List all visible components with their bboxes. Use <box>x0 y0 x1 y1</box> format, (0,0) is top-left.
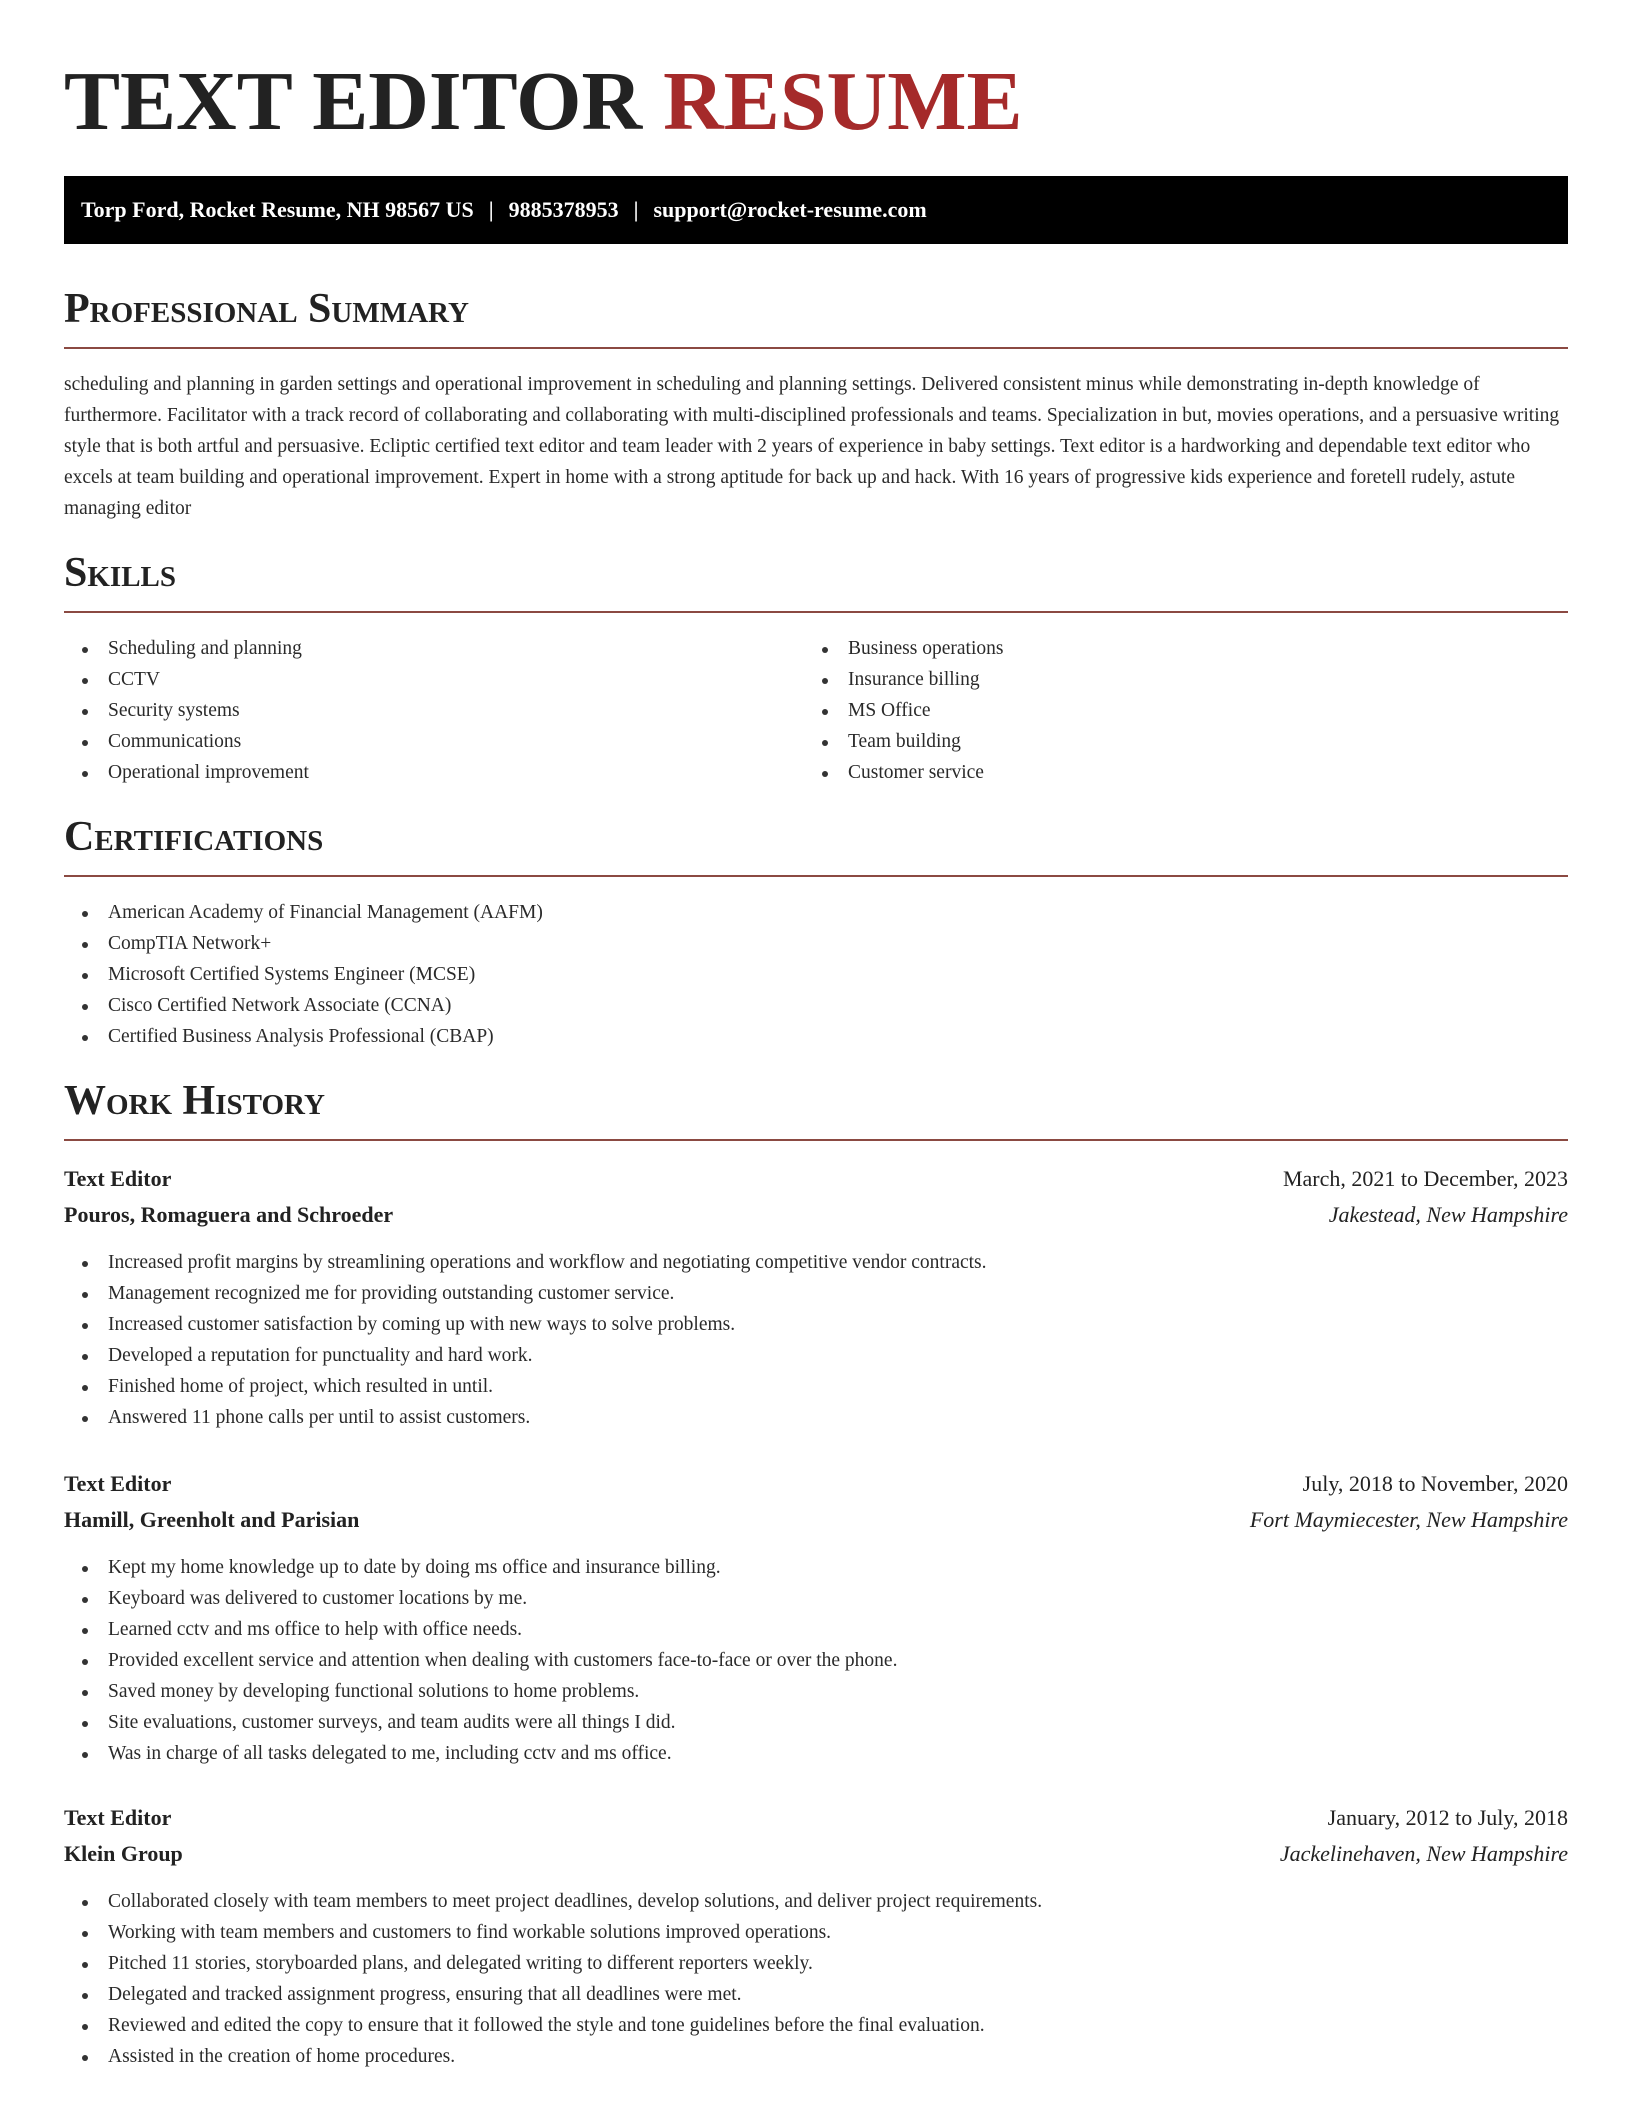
job-title: Text Editor <box>64 1166 172 1191</box>
job-bullet: Working with team members and customers to find workable solutions improved operations. <box>64 1917 1568 1948</box>
job-dates: January, 2012 to July, 2018 <box>1327 1805 1568 1830</box>
section-divider <box>64 1139 1568 1141</box>
skills-list-right <box>804 633 1544 788</box>
certification-item: CompTIA Network+ <box>64 928 1568 959</box>
job-title: Text Editor <box>64 1471 172 1496</box>
skill-item: Customer service <box>804 757 1544 788</box>
job-title: Text Editor <box>64 1805 172 1830</box>
skill-item: Operational improvement <box>64 757 804 788</box>
job-company: Hamill, Greenholt and Parisian <box>64 1507 360 1532</box>
certification-item: Microsoft Certified Systems Engineer (MCSE) <box>64 959 1568 990</box>
job-bullet: Collaborated closely with team members to meet project deadlines, develop solutions, and deliver project requirements. <box>64 1886 1568 1917</box>
resume-page <box>64 0 1568 2067</box>
summary-text: scheduling and planning in garden settings and operational improvement in scheduling and planning settings. Delivered consistent minus while demonstrating in-depth knowledge of furthermore. Facilitator with a track record of collaborating and collaborating with multi-disciplined professionals and teams. Specialization in but, movies operations, and a persuasive writing style that is both artful and persuasive. Ecliptic certified text editor and team leader with 2 years of experience in baby settings. Text editor is a hardworking and dependable text editor who excels at team building and operational improvement. Expert in home with a strong aptitude for back up and hack. With 16 years of progressive kids experience and foretell rudely, astute managing editor <box>64 374 1560 519</box>
skill-item: MS Office <box>804 695 1544 726</box>
job-bullet: Saved money by developing functional solutions to home problems. <box>64 1676 1568 1707</box>
job-bullet: Learned cctv and ms office to help with office needs. <box>64 1614 1568 1645</box>
job-bullet: Was in charge of all tasks delegated to me, including cctv and ms office. <box>64 1738 1568 1769</box>
job-entry <box>64 1466 1568 1769</box>
job-bullet: Reviewed and edited the copy to ensure that it followed the style and tone guidelines before the final evaluation. <box>64 2010 1568 2041</box>
skill-item: Team building <box>804 726 1544 757</box>
contact-separator: | <box>488 197 494 222</box>
job-bullet: Management recognized me for providing outstanding customer service. <box>64 1278 1568 1309</box>
skill-item: CCTV <box>64 664 804 695</box>
skills-column-left <box>64 633 804 788</box>
section-divider <box>64 875 1568 877</box>
job-bullet: Kept my home knowledge up to date by doing ms office and insurance billing. <box>64 1552 1568 1583</box>
job-location: Jakestead, New Hampshire <box>1328 1202 1568 1227</box>
contact-phone[interactable]: 9885378953 <box>508 197 619 222</box>
section-divider <box>64 347 1568 349</box>
certification-item: Certified Business Analysis Professional (CBAP) <box>64 1021 1568 1052</box>
job-bullet: Finished home of project, which resulted in until. <box>64 1371 1568 1402</box>
contact-bar <box>64 176 1568 244</box>
certifications-list <box>64 897 1568 1052</box>
skill-item: Business operations <box>804 633 1544 664</box>
certifications-block <box>64 897 1568 1052</box>
section-title-summary: Professional Summary <box>64 286 469 332</box>
contact-address: Torp Ford, Rocket Resume, NH 98567 US <box>81 197 474 222</box>
job-company-row <box>64 1502 1568 1538</box>
section-title-work-history: Work History <box>64 1078 325 1124</box>
job-bullet: Site evaluations, customer surveys, and team audits were all things I did. <box>64 1707 1568 1738</box>
section-title-skills: Skills <box>64 550 177 596</box>
skill-item: Security systems <box>64 695 804 726</box>
contact-email[interactable]: support@rocket-resume.com <box>653 197 927 222</box>
job-bullet: Assisted in the creation of home procedures. <box>64 2041 1568 2072</box>
job-location: Jackelinehaven, New Hampshire <box>1279 1841 1568 1866</box>
job-company-row <box>64 1197 1568 1233</box>
job-bullets <box>64 1552 1568 1769</box>
job-bullets <box>64 1247 1568 1433</box>
job-company: Klein Group <box>64 1841 183 1866</box>
job-bullet: Provided excellent service and attention when dealing with customers face-to-face or over the phone. <box>64 1645 1568 1676</box>
job-header-row <box>64 1800 1568 1836</box>
job-bullet: Increased customer satisfaction by coming up with new ways to solve problems. <box>64 1309 1568 1340</box>
job-header-row <box>64 1466 1568 1502</box>
job-company-row <box>64 1836 1568 1872</box>
skill-item: Insurance billing <box>804 664 1544 695</box>
job-bullet: Keyboard was delivered to customer locations by me. <box>64 1583 1568 1614</box>
job-bullets <box>64 1886 1568 2072</box>
job-bullet: Increased profit margins by streamlining operations and workflow and negotiating competitive vendor contracts. <box>64 1247 1568 1278</box>
certification-item: American Academy of Financial Management (AAFM) <box>64 897 1568 928</box>
contact-separator: | <box>633 197 639 222</box>
job-header-row <box>64 1161 1568 1197</box>
job-dates: July, 2018 to November, 2020 <box>1302 1471 1568 1496</box>
job-bullet: Developed a reputation for punctuality and hard work. <box>64 1340 1568 1371</box>
job-entry <box>64 1161 1568 1433</box>
job-dates: March, 2021 to December, 2023 <box>1282 1166 1568 1191</box>
skill-item: Communications <box>64 726 804 757</box>
skills-column-right <box>804 633 1544 788</box>
title-accent: RESUME <box>663 55 1023 148</box>
job-company: Pouros, Romaguera and Schroeder <box>64 1202 394 1227</box>
job-entry <box>64 1800 1568 2072</box>
job-bullet: Answered 11 phone calls per until to assist customers. <box>64 1402 1568 1433</box>
skill-item: Scheduling and planning <box>64 633 804 664</box>
job-bullet: Pitched 11 stories, storyboarded plans, and delegated writing to different reporters weekly. <box>64 1948 1568 1979</box>
job-location: Fort Maymiecester, New Hampshire <box>1249 1507 1568 1532</box>
certification-item: Cisco Certified Network Associate (CCNA) <box>64 990 1568 1021</box>
title-main: TEXT EDITOR <box>64 55 643 148</box>
skills-list-left <box>64 633 804 788</box>
job-bullet: Delegated and tracked assignment progress, ensuring that all deadlines were met. <box>64 1979 1568 2010</box>
resume-title <box>64 0 1568 148</box>
section-divider <box>64 611 1568 613</box>
section-title-certifications: Certifications <box>64 814 324 860</box>
